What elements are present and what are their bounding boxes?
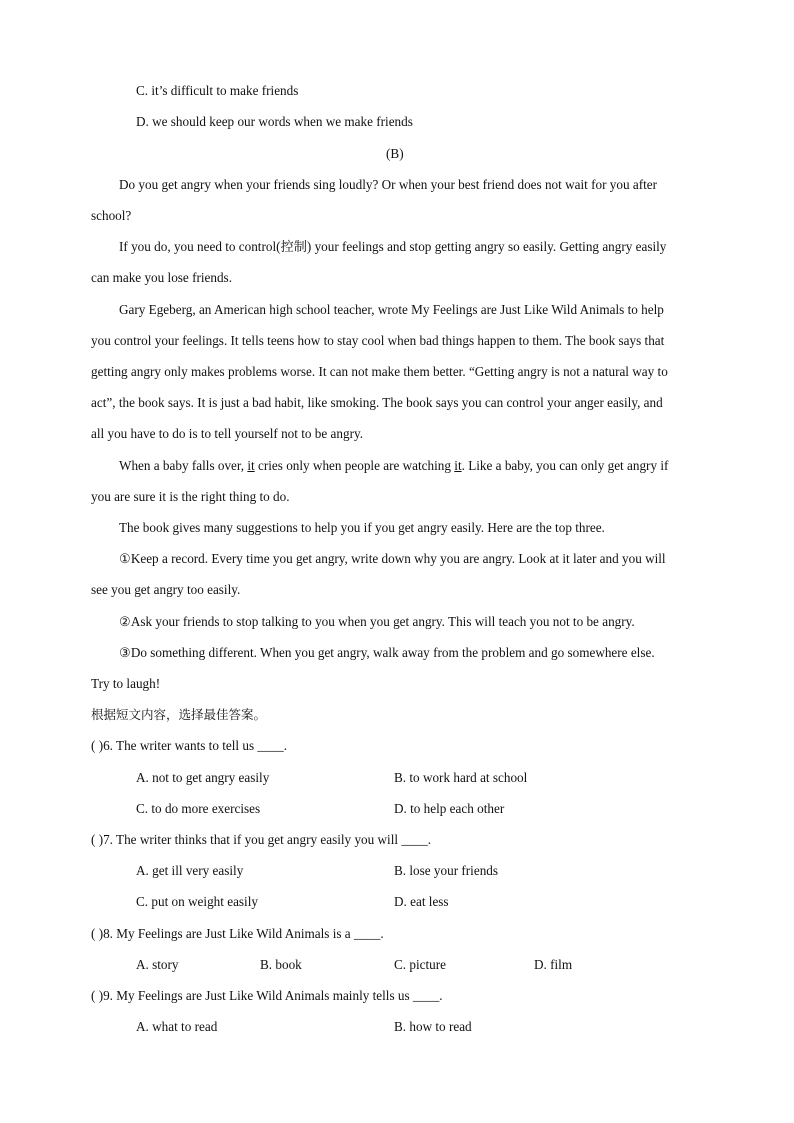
question-7-stem: ( )7. The writer thinks that if you get angry easily you will ____.: [91, 832, 432, 847]
question-6-stem: ( )6. The writer wants to tell us ____.: [91, 738, 288, 753]
underlined-it-1: it: [247, 458, 255, 473]
question-9-stem: ( )9. My Feelings are Just Like Wild Animals mainly tells us ____.: [91, 988, 443, 1003]
question-7-option-a: A. get ill very easily: [136, 863, 244, 878]
question-9-option-b: B. how to read: [394, 1019, 472, 1034]
paragraph-2-line-1: If you do, you need to control(控制) your feelings and stop getting angry so easily. Getting angry easily: [119, 239, 667, 254]
suggestion-3-line-2: Try to laugh!: [91, 676, 161, 691]
paragraph-3-line-5: all you have to do is to tell yourself not to be angry.: [91, 426, 363, 441]
question-8-stem: ( )8. My Feelings are Just Like Wild Animals is a ____.: [91, 926, 384, 941]
prev-option-c: C. it’s difficult to make friends: [136, 83, 299, 98]
paragraph-2-line-2: can make you lose friends.: [91, 270, 232, 285]
question-9-option-a: A. what to read: [136, 1019, 218, 1034]
suggestion-2: ②Ask your friends to stop talking to you when you get angry. This will teach you not to be angry.: [119, 614, 635, 629]
paragraph-3-line-1: Gary Egeberg, an American high school teacher, wrote My Feelings are Just Like Wild Animals to help: [119, 302, 664, 317]
question-6-option-d: D. to help each other: [394, 801, 505, 816]
paragraph-1-line-2: school?: [91, 208, 132, 223]
passage-label: (B): [386, 146, 404, 161]
underlined-it-2: it: [454, 458, 462, 473]
suggestion-1-line-1: ①Keep a record. Every time you get angry, write down why you are angry. Look at it later and you will: [119, 551, 666, 566]
question-8-option-a: A. story: [136, 957, 179, 972]
suggestion-3-line-1: ③Do something different. When you get angry, walk away from the problem and go somewhere else.: [119, 645, 655, 660]
question-6-option-a: A. not to get angry easily: [136, 770, 270, 785]
suggestion-1-line-2: see you get angry too easily.: [91, 582, 241, 597]
question-6-option-c: C. to do more exercises: [136, 801, 261, 816]
prev-option-d: D. we should keep our words when we make friends: [136, 114, 413, 129]
question-7-option-d: D. eat less: [394, 894, 449, 909]
paragraph-3-line-2: you control your feelings. It tells teens how to stay cool when bad things happen to them. The book says that: [91, 333, 665, 348]
paragraph-4-line-2: you are sure it is the right thing to do.: [91, 489, 290, 504]
question-8-option-c: C. picture: [394, 957, 447, 972]
instruction: 根据短文内容，选择最佳答案。: [91, 707, 267, 722]
paragraph-3-line-3: getting angry only makes problems worse. It can not make them better. “Getting angry is not a natural way to: [91, 364, 668, 379]
question-8-option-b: B. book: [260, 957, 302, 972]
paragraph-4-line-1: When a baby falls over, it cries only when people are watching it. Like a baby, you can only get angry if: [119, 458, 669, 473]
paragraph-5: The book gives many suggestions to help you if you get angry easily. Here are the top three.: [119, 520, 605, 535]
question-6-option-b: B. to work hard at school: [394, 770, 528, 785]
question-8-option-d: D. film: [534, 957, 573, 972]
question-7-option-c: C. put on weight easily: [136, 894, 258, 909]
paragraph-1-line-1: Do you get angry when your friends sing loudly? Or when your best friend does not wait for you after: [119, 177, 657, 192]
paragraph-3-line-4: act”, the book says. It is just a bad habit, like smoking. The book says you can control your anger easily, and: [91, 395, 663, 410]
question-7-option-b: B. lose your friends: [394, 863, 499, 878]
